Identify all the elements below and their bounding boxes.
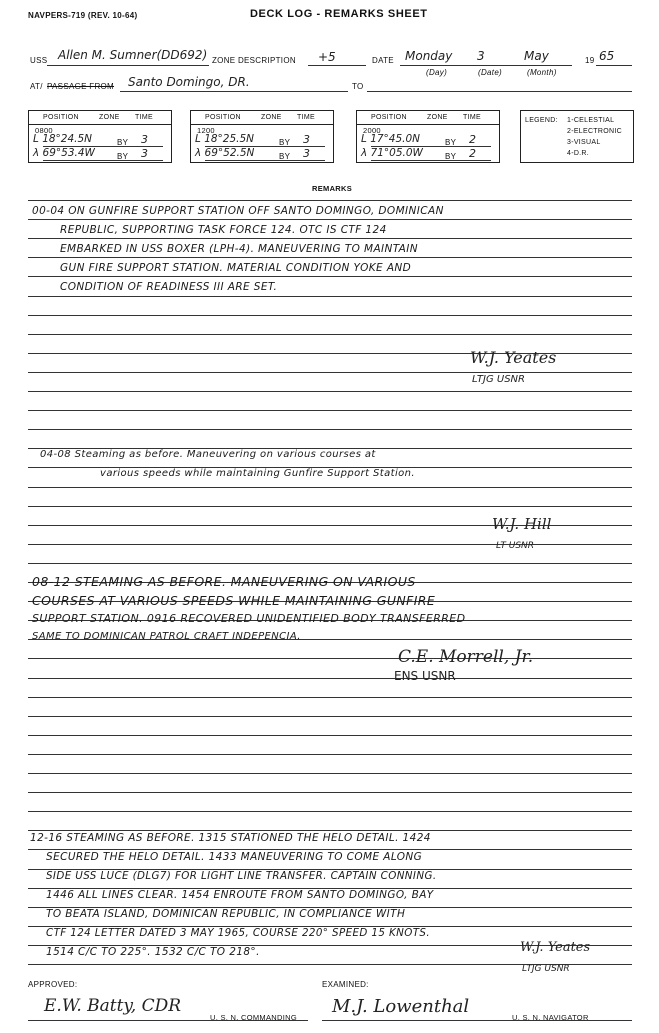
by-label: BY	[279, 138, 291, 147]
ruled-line	[28, 658, 632, 659]
ruled-line	[28, 544, 632, 545]
uss-underline	[47, 65, 209, 66]
watch-entry-line: TO BEATA ISLAND, DOMINICAN REPUBLIC, IN COMPLIANCE WITH	[46, 908, 406, 920]
ruled-line	[28, 716, 632, 717]
position-header: POSITION	[205, 114, 241, 121]
month-field[interactable]: May	[524, 49, 549, 63]
legend-item: 1-CELESTIAL	[567, 117, 615, 124]
watch-entry-line: 00-04 ON GUNFIRE SUPPORT STATION OFF SANTO DOMINGO, DOMINICAN	[32, 205, 444, 217]
time-header: TIME	[463, 114, 481, 121]
officer-signature: W.J. Yeates	[470, 348, 557, 367]
ruled-line	[28, 372, 632, 373]
ruled-line	[28, 773, 632, 774]
longitude-field[interactable]: λ 69°52.5N	[195, 147, 255, 159]
ruled-line	[28, 697, 632, 698]
examined-label: EXAMINED:	[322, 980, 369, 989]
zone-header: ZONE	[99, 114, 120, 121]
watch-entry-line: SAME TO DOMINICAN PATROL CRAFT INDEPENCIA.	[32, 631, 301, 642]
latitude-field[interactable]: L 17°45.0N	[361, 133, 421, 145]
watch-entry-line: SIDE USS LUCE (DLG7) FOR LIGHT LINE TRANSFER. CAPTAIN CONNING.	[46, 870, 437, 882]
lon-underline	[205, 160, 325, 161]
longitude-by-field[interactable]: 3	[303, 147, 310, 160]
ruled-line	[28, 754, 632, 755]
position-header: POSITION	[371, 114, 407, 121]
watch-entry-line: SECURED THE HELO DETAIL. 1433 MANEUVERING TO COME ALONG	[46, 851, 423, 863]
ruled-line	[28, 506, 632, 507]
officer-rank: LTJG USNR	[472, 374, 525, 385]
at-label: AT/	[30, 82, 43, 91]
by-label: BY	[279, 152, 291, 161]
longitude-by-field[interactable]: 2	[469, 147, 476, 160]
legend-item: 2-ELECTRONIC	[567, 128, 622, 135]
watch-entry-line: COURSES AT VARIOUS SPEEDS WHILE MAINTAINING GUNFIRE	[32, 593, 436, 608]
watch-entry-line: 1514 C/C TO 225°. 1532 C/C TO 218°.	[46, 946, 260, 958]
date-caption: (Date)	[478, 68, 503, 77]
navigator-signature: M.J. Lowenthal	[332, 996, 470, 1017]
officer-signature: W.J. Hill	[492, 515, 552, 533]
form-id: NAVPERS-719 (REV. 10-64)	[28, 11, 138, 20]
ruled-line	[28, 391, 632, 392]
watch-entry-line: 1446 ALL LINES CLEAR. 1454 ENROUTE FROM SANTO DOMINGO, BAY	[46, 889, 434, 901]
uss-label: USS	[30, 56, 48, 65]
latitude-by-field[interactable]: 2	[469, 133, 476, 146]
ruled-line	[28, 792, 632, 793]
ruled-line	[28, 334, 632, 335]
passage-from-label: PASSAGE FROM	[47, 82, 115, 91]
watch-entry-line: CTF 124 LETTER DATED 3 MAY 1965, COURSE 220° SPEED 15 KNOTS.	[46, 927, 431, 939]
position-header: POSITION	[43, 114, 79, 121]
watch-entry-line: SUPPORT STATION. 0916 RECOVERED UNIDENTIFIED BODY TRANSFERRED	[32, 612, 466, 625]
by-label: BY	[445, 152, 457, 161]
watch-entry-line: various speeds while maintaining Gunfire Support Station.	[100, 468, 415, 479]
longitude-by-field[interactable]: 3	[141, 147, 148, 160]
ruled-line	[28, 811, 632, 812]
legend-box	[520, 110, 634, 163]
position-time: 2000	[363, 126, 381, 135]
watch-entry-line: CONDITION OF READINESS III ARE SET.	[60, 281, 278, 293]
latitude-by-field[interactable]: 3	[303, 133, 310, 146]
day-caption: (Day)	[426, 68, 448, 77]
commanding-label: U. S. N. COMMANDING	[210, 1013, 297, 1022]
ruled-line	[28, 219, 632, 220]
position-time: 0800	[35, 126, 53, 135]
time-header: TIME	[297, 114, 315, 121]
ruled-line	[28, 735, 632, 736]
lon-underline	[371, 160, 491, 161]
navigator-label: U. S. N. NAVIGATOR	[512, 1013, 589, 1022]
at-underline	[120, 91, 348, 92]
watch-entry-line: 12-16 STEAMING AS BEFORE. 1315 STATIONED THE HELO DETAIL. 1424	[30, 832, 431, 844]
officer-rank: ENS USNR	[394, 669, 456, 683]
zone-description-label: ZONE DESCRIPTION	[212, 56, 296, 65]
ruled-line	[28, 429, 632, 430]
watch-entry-line: 04-08 Steaming as before. Maneuvering on various courses at	[40, 449, 376, 460]
uss-field[interactable]: Allen M. Sumner(DD692)	[58, 48, 208, 62]
year-field[interactable]: 65	[599, 49, 615, 63]
position-time: 1200	[197, 126, 215, 135]
watch-entry-line: GUN FIRE SUPPORT STATION. MATERIAL CONDITION YOKE AND	[60, 262, 412, 274]
legend-item: 4-D.R.	[567, 150, 590, 157]
ruled-line	[28, 487, 632, 488]
by-label: BY	[117, 152, 129, 161]
legend-item: 3-VISUAL	[567, 139, 601, 146]
officer-rank: LT USNR	[496, 541, 535, 551]
remarks-label: REMARKS	[312, 184, 353, 193]
zone-header: ZONE	[261, 114, 282, 121]
ruled-line	[28, 257, 632, 258]
ruled-line	[28, 200, 632, 201]
lon-underline	[43, 160, 163, 161]
latitude-field[interactable]: L 18°24.5N	[33, 133, 93, 145]
watch-entry-line: REPUBLIC, SUPPORTING TASK FORCE 124. OTC IS CTF 124	[60, 224, 387, 236]
month-caption: (Month)	[527, 68, 557, 77]
day-field[interactable]: Monday	[405, 49, 453, 63]
longitude-field[interactable]: λ 71°05.0W	[361, 147, 423, 159]
officer-signature: C.E. Morrell, Jr.	[398, 647, 534, 667]
watch-entry-line: EMBARKED IN USS BOXER (LPH-4). MANEUVERING TO MAINTAIN	[60, 243, 418, 255]
page-title: DECK LOG - REMARKS SHEET	[250, 8, 428, 20]
date-label: DATE	[372, 56, 394, 65]
year-prefix: 19	[585, 56, 595, 65]
at-field[interactable]: Santo Domingo, DR.	[128, 75, 250, 89]
ruled-line	[28, 276, 632, 277]
position-box-0800	[28, 110, 172, 163]
approved-label: APPROVED:	[28, 980, 78, 989]
ruled-line	[28, 315, 632, 316]
officer-rank: LTJG USNR	[522, 964, 570, 974]
zone-header: ZONE	[427, 114, 448, 121]
zone-description-field[interactable]: +5	[318, 50, 336, 64]
by-label: BY	[117, 138, 129, 147]
year-underline	[596, 65, 632, 66]
ruled-line	[28, 678, 632, 679]
by-label: BY	[445, 138, 457, 147]
ruled-line	[28, 238, 632, 239]
watch-entry-line: 08-12 STEAMING AS BEFORE. MANEUVERING ON VARIOUS	[32, 574, 416, 589]
position-box-2000	[356, 110, 500, 163]
ruled-line	[28, 563, 632, 564]
time-header: TIME	[135, 114, 153, 121]
to-label: TO	[352, 82, 364, 91]
officer-signature: W.J. Yeates	[520, 940, 591, 955]
longitude-field[interactable]: λ 69°53.4W	[33, 147, 95, 159]
commanding-officer-signature: E.W. Batty, CDR	[44, 996, 182, 1016]
date-field[interactable]: 3	[477, 49, 485, 63]
zone-underline	[308, 65, 366, 66]
to-underline	[367, 91, 632, 92]
latitude-field[interactable]: L 18°25.5N	[195, 133, 255, 145]
ruled-line	[28, 296, 632, 297]
legend-label: LEGEND:	[525, 117, 558, 124]
ruled-line	[28, 410, 632, 411]
date-underline	[400, 65, 572, 66]
latitude-by-field[interactable]: 3	[141, 133, 148, 146]
position-box-1200	[190, 110, 334, 163]
